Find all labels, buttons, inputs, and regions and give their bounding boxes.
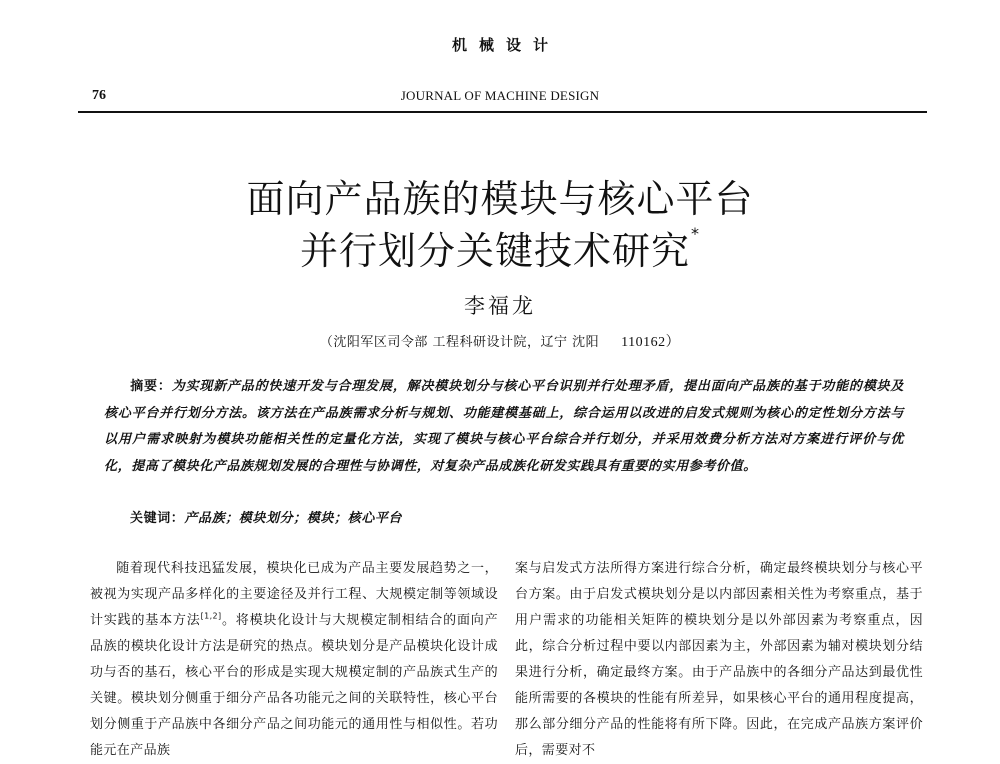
abstract-label: 摘要： [130, 379, 172, 394]
keywords-text: 产品族；模块划分；模块；核心平台 [184, 511, 403, 526]
header-rule [78, 111, 927, 113]
affiliation-text: （沈阳军区司令部 工程科研设计院，辽宁 沈阳 [319, 335, 600, 350]
paper-title-line-2 [0, 220, 1000, 275]
body-column-left [90, 556, 498, 764]
body-left-text-2: 。将模块化设计与大规模定制相结合的面向产品族的模块化设计方法是研究的热点。模块划分是产品模块化设计成功与否的基石，核心平台的形成是实现大规模定制的产品族式生产的关键。模块划分侧重于细分产品各功能元之间的关联特性，核心平台划分侧重于产品族中各细分产品之间功能元的通用性与相似性。若功能元在产品族 [90, 613, 498, 758]
keywords [130, 507, 402, 526]
body-right-text: 案与启发式方法所得方案进行综合分析，确定最终模块划分与核心平台方案。由于启发式模块划分是以内部因素相关性为考察重点，基于用户需求的功能相关矩阵的模块划分是以外部因素为考察重点，因此，综合分析过程中要以内部因素为主，外部因素为辅对模块划分结果进行分析，确定最终方案。由于产品族中的各细分产品达到最优性能所需要的各模块的性能有所差异，如果核心平台的通用程度提高，那么部分细分产品的性能将有所下降。因此，在完成产品族方案评价后，需要对不 [515, 561, 923, 758]
page-number: 76 [92, 88, 106, 103]
body-column-right [515, 556, 923, 764]
postal-code: 110162） [621, 335, 681, 350]
title-footnote-mark: * [691, 224, 700, 243]
journal-title-english: JOURNAL OF MACHINE DESIGN [400, 88, 600, 103]
author-affiliation [0, 331, 1000, 351]
paper-title-line-1: 面向产品族的模块与核心平台 [246, 177, 754, 221]
abstract-text: 为实现新产品的快速开发与合理发展，解决模块划分与核心平台识别并行处理矛盾，提出面向产品族的基于功能的模块及核心平台并行划分方法。该方法在产品族需求分析与规划、功能建模基础上，综合运用以改进的启发式规则为核心的定性划分方法与以用户需求映射为模块功能相关性的定量化方法，实现了模块与核心平台综合并行划分，并采用效费分析方法对方案进行评价与优化，提高了模块化产品族规划发展的合理性与协调性，对复杂产品成族化研发实践具有重要的实用参考价值。 [104, 379, 904, 474]
abstract [104, 374, 904, 480]
author-name: 李福龙 [464, 294, 536, 318]
body-left-text-1: 随着现代科技迅猛发展，模块化已成为产品主要发展趋势之一，被视为实现产品多样化的主要途径及并行工程、大规模定制等领域设计实践的基本方法 [90, 561, 498, 628]
journal-title-chinese: 机械设计 [451, 36, 560, 54]
citation-ref: [1,2] [200, 611, 222, 621]
paper-title-line-2-text: 并行划分关键技术研究 [299, 229, 690, 273]
keywords-label: 关键词： [130, 511, 185, 526]
